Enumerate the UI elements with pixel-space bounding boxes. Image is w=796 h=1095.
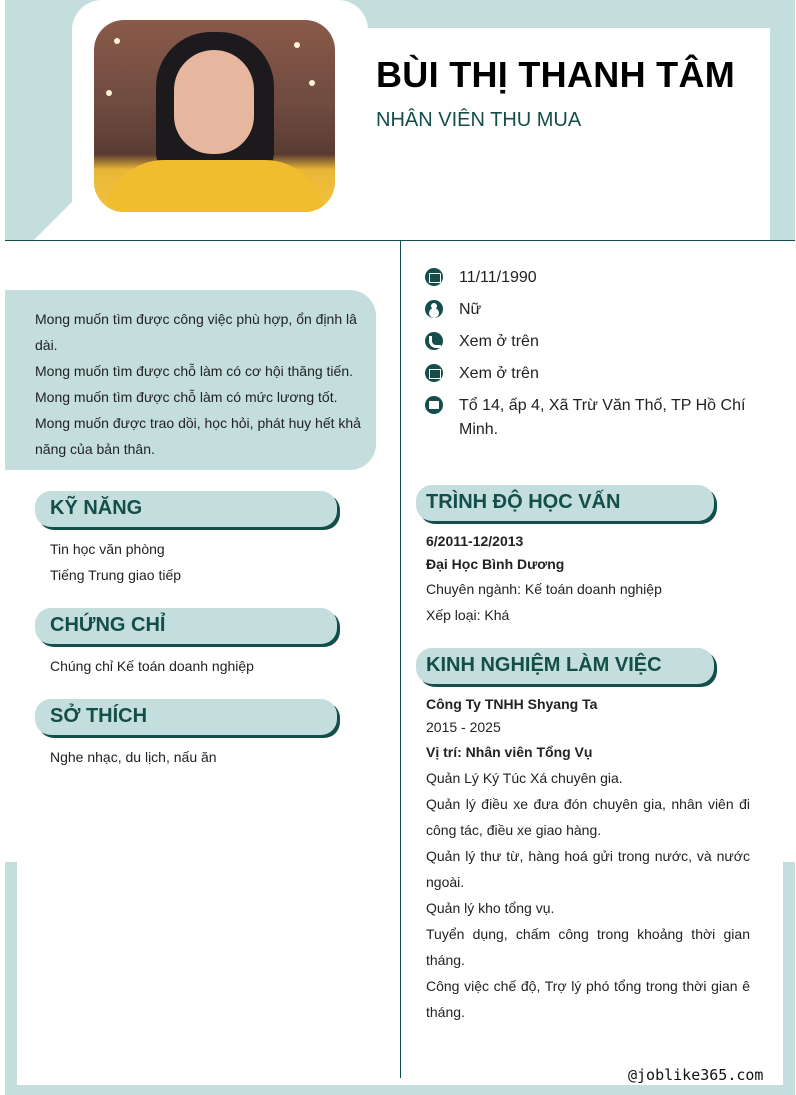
photo-face bbox=[174, 50, 254, 154]
mail-icon bbox=[425, 364, 443, 382]
phone-icon bbox=[425, 332, 443, 350]
photo-light bbox=[294, 42, 300, 48]
user-icon bbox=[425, 300, 443, 318]
home-icon bbox=[425, 396, 443, 414]
gender-value: Nữ bbox=[459, 301, 482, 318]
photo-light bbox=[106, 90, 112, 96]
education-period: 6/2011-12/2013 bbox=[426, 533, 524, 549]
calendar-icon bbox=[425, 268, 443, 286]
bottom-frame-left bbox=[5, 862, 17, 1095]
objective-line: năng của bản thân. bbox=[35, 441, 155, 457]
education-major: Chuyên ngành: Kế toán doanh nghiệp bbox=[426, 581, 662, 597]
objective-line: dài. bbox=[35, 337, 58, 353]
objective-line: Mong muốn được trao dồi, học hỏi, phát huy hết khả bbox=[35, 415, 361, 431]
experience-duty: Quản lý kho tổng vụ. bbox=[426, 900, 555, 916]
certificates-heading-label: CHỨNG CHỈ bbox=[50, 614, 166, 636]
experience-duty: Công việc chế độ, Trợ lý phó tổng trong thời gian ê bbox=[426, 978, 750, 994]
skills-heading bbox=[35, 491, 337, 527]
photo-light bbox=[309, 80, 315, 86]
certificates-heading bbox=[35, 608, 337, 644]
hobbies-heading-label: SỞ THÍCH bbox=[50, 705, 148, 727]
birthday-value: 11/11/1990 bbox=[459, 269, 537, 286]
experience-duty: Quản lý điều xe đưa đón chuyên gia, nhân viên đi bbox=[426, 796, 750, 812]
education-heading bbox=[416, 485, 714, 521]
skills-heading-label: KỸ NĂNG bbox=[50, 497, 143, 519]
vertical-divider bbox=[400, 240, 401, 1078]
certificate-item: Chúng chỉ Kế toán doanh nghiệp bbox=[50, 658, 254, 674]
address-value: Tổ 14, ấp 4, Xã Trừ Văn Thố, TP Hồ Chí Minh. bbox=[459, 397, 746, 438]
phone-value: Xem ở trên bbox=[459, 333, 539, 350]
experience-position: Vị trí: Nhân viên Tổng Vụ bbox=[426, 744, 593, 760]
experience-duty: công tác, điều xe giao hàng. bbox=[426, 822, 602, 838]
experience-period: 2015 - 2025 bbox=[426, 719, 501, 735]
objective-line: Mong muốn tìm được chỗ làm có mức lương tốt. bbox=[35, 389, 338, 405]
contact-address bbox=[425, 394, 759, 442]
hobby-item: Nghe nhạc, du lịch, nấu ăn bbox=[50, 749, 217, 765]
education-heading-label: TRÌNH ĐỘ HỌC VẤN bbox=[426, 491, 621, 513]
career-objective bbox=[5, 290, 376, 470]
experience-company: Công Ty TNHH Shyang Ta bbox=[426, 696, 598, 712]
bottom-frame-right bbox=[783, 862, 795, 1095]
experience-duty: tháng. bbox=[426, 1004, 465, 1020]
candidate-job-title: NHÂN VIÊN THU MUA bbox=[376, 109, 582, 131]
experience-heading bbox=[416, 648, 714, 684]
skill-item: Tin học văn phòng bbox=[50, 541, 165, 557]
experience-duty: Quản Lý Ký Túc Xá chuyên gia. bbox=[426, 770, 623, 786]
candidate-name: BÙI THỊ THANH TÂM bbox=[376, 54, 736, 95]
profile-photo bbox=[94, 20, 335, 212]
experience-duty: Tuyển dụng, chấm công trong khoảng thời gian bbox=[426, 926, 750, 942]
objective-line: Mong muốn tìm được công việc phù hợp, ổn định lâ bbox=[35, 311, 357, 327]
experience-duty: Quản lý thư từ, hàng hoá gửi trong nước, và nước bbox=[426, 848, 750, 864]
skill-item: Tiếng Trung giao tiếp bbox=[50, 567, 182, 583]
photo-frame-notch bbox=[34, 196, 78, 240]
objective-line: Mong muốn tìm được chỗ làm có cơ hội thăng tiến. bbox=[35, 363, 353, 379]
photo-light bbox=[114, 38, 120, 44]
education-school: Đại Học Bình Dương bbox=[426, 556, 565, 572]
education-grade: Xếp loại: Khá bbox=[426, 607, 510, 623]
bottom-frame-bottom bbox=[5, 1085, 795, 1095]
experience-heading-label: KINH NGHIỆM LÀM VIỆC bbox=[426, 654, 662, 676]
contact-gender bbox=[425, 298, 759, 322]
hobbies-heading bbox=[35, 699, 337, 735]
photo-shirt bbox=[104, 160, 325, 212]
contact-phone bbox=[425, 330, 759, 354]
watermark: @joblike365.com bbox=[628, 1066, 764, 1084]
experience-duty: tháng. bbox=[426, 952, 465, 968]
contact-email bbox=[425, 362, 759, 386]
contact-birthday bbox=[425, 266, 759, 290]
email-value: Xem ở trên bbox=[459, 365, 539, 382]
experience-duty: ngoài. bbox=[426, 874, 465, 890]
